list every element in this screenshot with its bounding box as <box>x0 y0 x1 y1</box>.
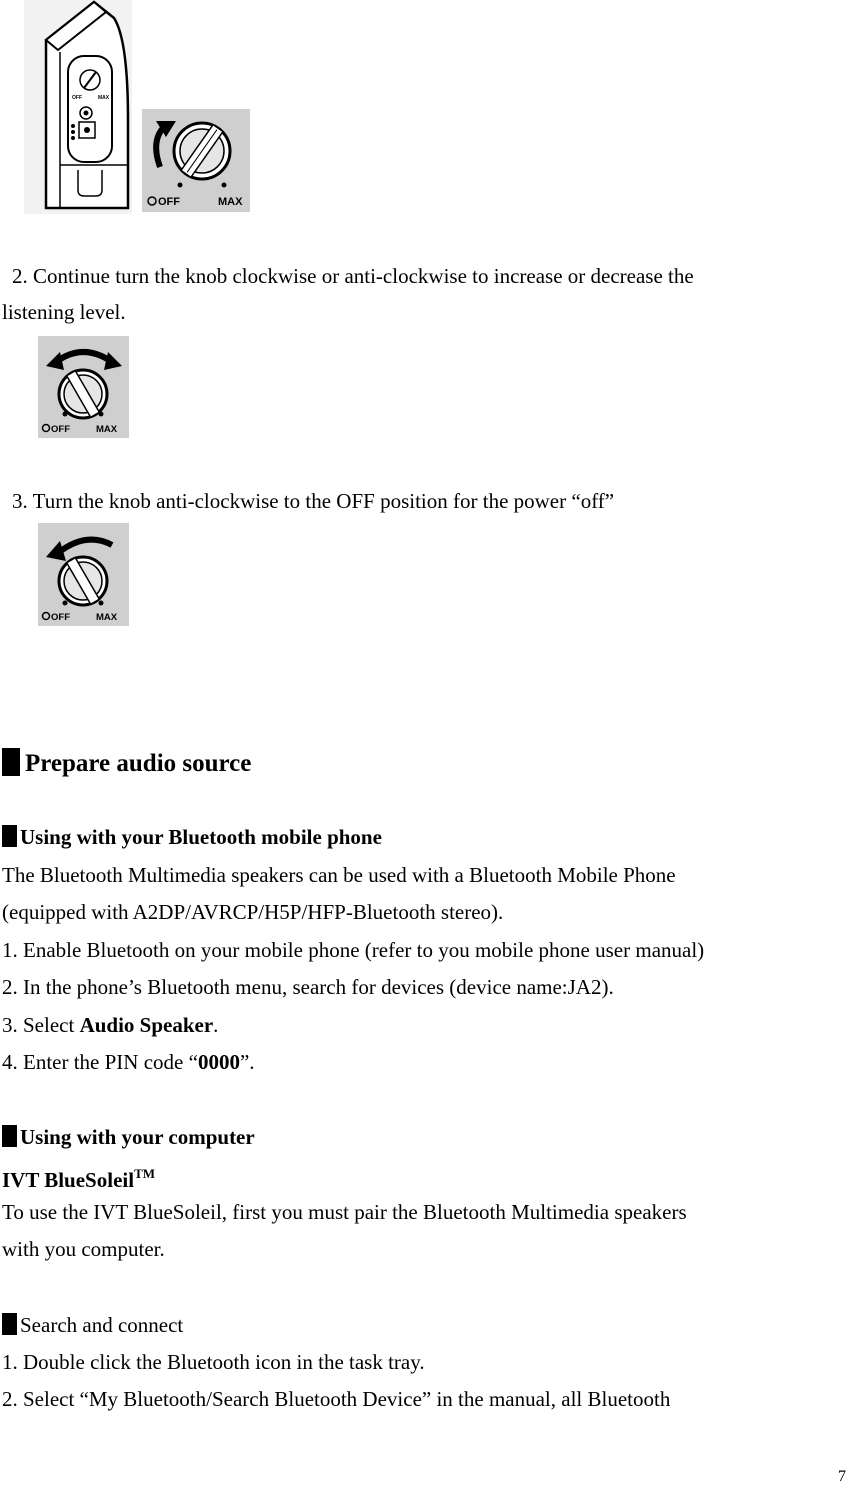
section-bullet-icon <box>2 1125 17 1147</box>
step2-line1: 2. Continue turn the knob clockwise or anti-clockwise to increase or decrease the <box>12 264 694 288</box>
mobile-step1: 1. Enable Bluetooth on your mobile phone (refer to you mobile phone user manual) <box>2 938 705 962</box>
computer-desc-line1: To use the IVT BlueSoleil, first you must pair the Bluetooth Multimedia speakers <box>2 1200 687 1224</box>
svg-text:MAX: MAX <box>96 612 118 623</box>
software-name: IVT BlueSoleil™ <box>2 1166 156 1192</box>
svg-text:OFF: OFF <box>72 95 82 101</box>
search-step2: 2. Select “My Bluetooth/Search Bluetooth Device” in the manual, all Bluetooth <box>2 1387 671 1411</box>
mobile-intro-line2: (equipped with A2DP/AVRCP/H5P/HFP-Bluetooth stereo). <box>2 900 504 924</box>
mobile-intro-line1: The Bluetooth Multimedia speakers can be used with a Bluetooth Mobile Phone <box>2 863 676 887</box>
step3-text: 3. Turn the knob anti-clockwise to the OFF position for the power “off” <box>12 489 615 513</box>
search-step1: 1. Double click the Bluetooth icon in the task tray. <box>2 1350 425 1374</box>
mobile-step4: 4. Enter the PIN code “0000”. <box>2 1050 255 1074</box>
section-bullet-icon <box>2 825 17 847</box>
knob-turn-on-illustration <box>142 109 250 212</box>
svg-text:OFF: OFF <box>51 424 70 435</box>
svg-text:OFF: OFF <box>158 196 180 208</box>
knob-turn-off-illustration <box>38 523 129 626</box>
mobile-step2: 2. In the phone’s Bluetooth menu, search for devices (device name:JA2). <box>2 975 614 999</box>
svg-text:MAX: MAX <box>98 95 110 101</box>
mobile-heading: Using with your Bluetooth mobile phone <box>2 825 382 849</box>
search-heading: Search and connect <box>2 1313 183 1337</box>
svg-text:MAX: MAX <box>218 196 243 208</box>
mobile-step3: 3. Select Audio Speaker. <box>2 1013 219 1037</box>
prepare-heading: Prepare audio source <box>2 748 251 779</box>
computer-desc-line2: with you computer. <box>2 1237 165 1261</box>
speaker-device-illustration <box>24 0 132 214</box>
svg-text:OFF: OFF <box>51 612 70 623</box>
page-number: 7 <box>838 1468 846 1485</box>
svg-text:MAX: MAX <box>96 424 118 435</box>
section-bullet-icon <box>2 1313 17 1335</box>
knob-adjust-illustration <box>38 336 129 438</box>
computer-heading: Using with your computer <box>2 1125 255 1149</box>
section-bullet-icon <box>2 748 20 776</box>
step2-line2: listening level. <box>2 300 126 324</box>
